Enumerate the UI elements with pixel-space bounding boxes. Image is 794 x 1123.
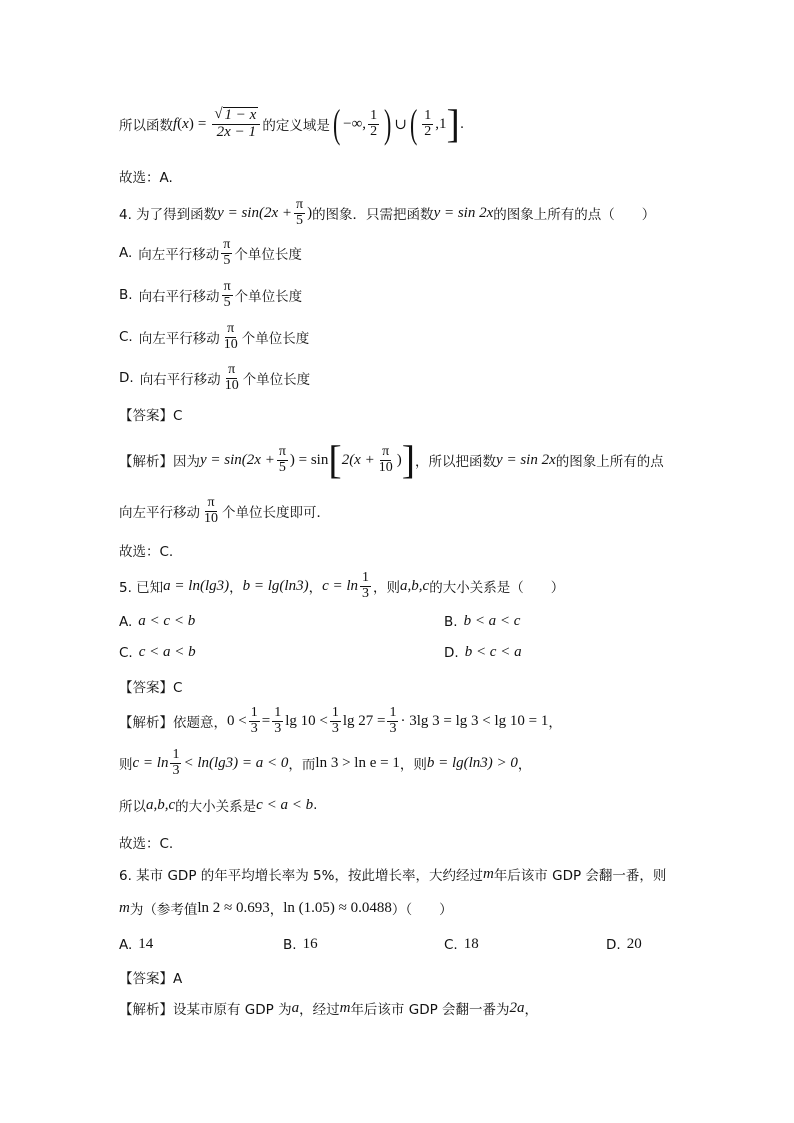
q4-analysis-line2: 向左平行移动 $\frac{\pi}{10}$ 个单位长度即可．	[119, 494, 330, 526]
q4-analysis-label: 【解析】	[119, 454, 173, 470]
q6-option-b: B. 16	[283, 936, 318, 953]
q4-func2: y = sin 2x	[433, 204, 494, 221]
q4-pi-over-5: $\frac{\pi}{5}$	[295, 196, 304, 228]
q3-answer-text: 故选：A.	[119, 170, 173, 186]
q4-stem: 4. 为了得到函数 y = sin(2x + $\frac{\pi}{5}$ ) 的图象．只需把函数 y = sin 2x 的图象上所有的点（ ）	[119, 196, 656, 228]
q4-answer	[119, 404, 182, 424]
q3-x: x	[182, 115, 189, 132]
q5-stem: 5. 已知 a = ln(lg3) ， b = lg(ln3) ， c = ln $\frac{1}{3}$ ，则 a,b,c 的大小关系是（ ）	[119, 569, 565, 601]
q3-interval-left: −∞,	[343, 115, 367, 132]
q5-option-b: B. b < a < c	[444, 613, 521, 630]
q6-stem-line2: m 为（参考值 ln 2 ≈ 0.693 ， ln (1.05) ≈ 0.0488 ）（ ）	[119, 899, 453, 918]
q3-answer	[119, 166, 173, 186]
q4-option-a: A. 向左平行移动 $\frac{\pi}{5}$ 个单位长度	[119, 236, 302, 268]
q4-analysis-line1: 【解析】 因为 y = sin(2x + $\frac{\pi}{5}$ ) = sin [ 2(x + $\frac{\pi}{10}$ ) ] ，所以把函数 y = sin 2x 的图象上所有的点	[119, 437, 664, 482]
q5-analysis-line1: 【解析】 依题意， 0 < $\frac{1}{3}$ = $\frac{1}{3}$ lg 10 < $\frac{1}{3}$ lg 27 = $\frac{1}{3}$ · 3lg 3 = lg 3 < lg 10 = 1 ，	[119, 704, 562, 736]
q6-answer: 【答案】A	[119, 971, 183, 987]
q6-option-a: A. 14	[119, 936, 154, 953]
q3-text-prefix: 所以函数	[119, 118, 173, 134]
q3-period: .	[459, 116, 465, 132]
q3-fraction: √ 1 − x 2x − 1	[212, 107, 260, 141]
q3-denominator: 2x − 1	[216, 124, 256, 140]
q4-stem-prefix: 4. 为了得到函数	[119, 207, 218, 223]
q6-option-c: C. 18	[444, 936, 479, 953]
q5-option-d: D. b < c < a	[444, 644, 522, 661]
q5-answer: 【答案】C	[119, 680, 183, 696]
q3-text-mid: 的定义域是	[262, 118, 330, 134]
q3-union: ∪	[394, 116, 407, 133]
q3-domain-line: 所以函数 f ( x ) = √ 1 − x 2x − 1 的定义域是 ( −∞, $\frac{1}{2}$ ) ∪ ( $\frac{1}{2}$ ,1 ] .	[119, 101, 465, 146]
q5-analysis-line3: 所以 a,b,c 的大小关系是 c < a < b .	[119, 796, 318, 815]
q3-half-1: $\frac{1}{2}$	[370, 107, 378, 139]
q5-analysis-line2: 则 c = ln $\frac{1}{3}$ < ln(lg3) = a < 0 ，而 ln 3 > ln e = 1 ，则 b = lg(ln3) > 0 ，	[119, 746, 532, 778]
q3-f: f	[173, 115, 178, 132]
q3-interval-right: ,1	[435, 115, 447, 132]
q6-stem-line1: 6. 某市 GDP 的年平均增长率为 5%，按此增长率，大约经过 m 年后该市 GDP 会翻一番，则	[119, 865, 667, 884]
q6-analysis-line1: 【解析】 设某市原有 GDP 为 a ，经过 m 年后该市 GDP 会翻一番为 2a ，	[119, 999, 539, 1018]
q3-sqrt-body: 1 − x	[224, 107, 257, 124]
q4-option-c: C. 向左平行移动 $\frac{\pi}{10}$ 个单位长度	[119, 320, 310, 352]
q5-option-c: C. c < a < b	[119, 644, 196, 661]
q5-option-a: A. a < c < b	[119, 613, 196, 630]
q4-answer-label: 【答案】C	[119, 408, 183, 424]
q4-stem-end: 的图象上所有的点（ ）	[493, 207, 656, 223]
q4-option-d: D. 向右平行移动 $\frac{\pi}{10}$ 个单位长度	[119, 361, 311, 393]
q3-half-2: $\frac{1}{2}$	[424, 107, 432, 139]
q4-stem-mid: 的图象．只需把函数	[312, 207, 434, 223]
q5-conclusion: 故选：C.	[119, 836, 174, 852]
q4-option-b: B. 向右平行移动 $\frac{\pi}{5}$ 个单位长度	[119, 278, 303, 310]
q4-conclusion: 故选：C.	[119, 544, 174, 560]
q6-option-d: D. 20	[606, 936, 642, 953]
q4-func1: y = sin(2x +	[217, 204, 292, 221]
